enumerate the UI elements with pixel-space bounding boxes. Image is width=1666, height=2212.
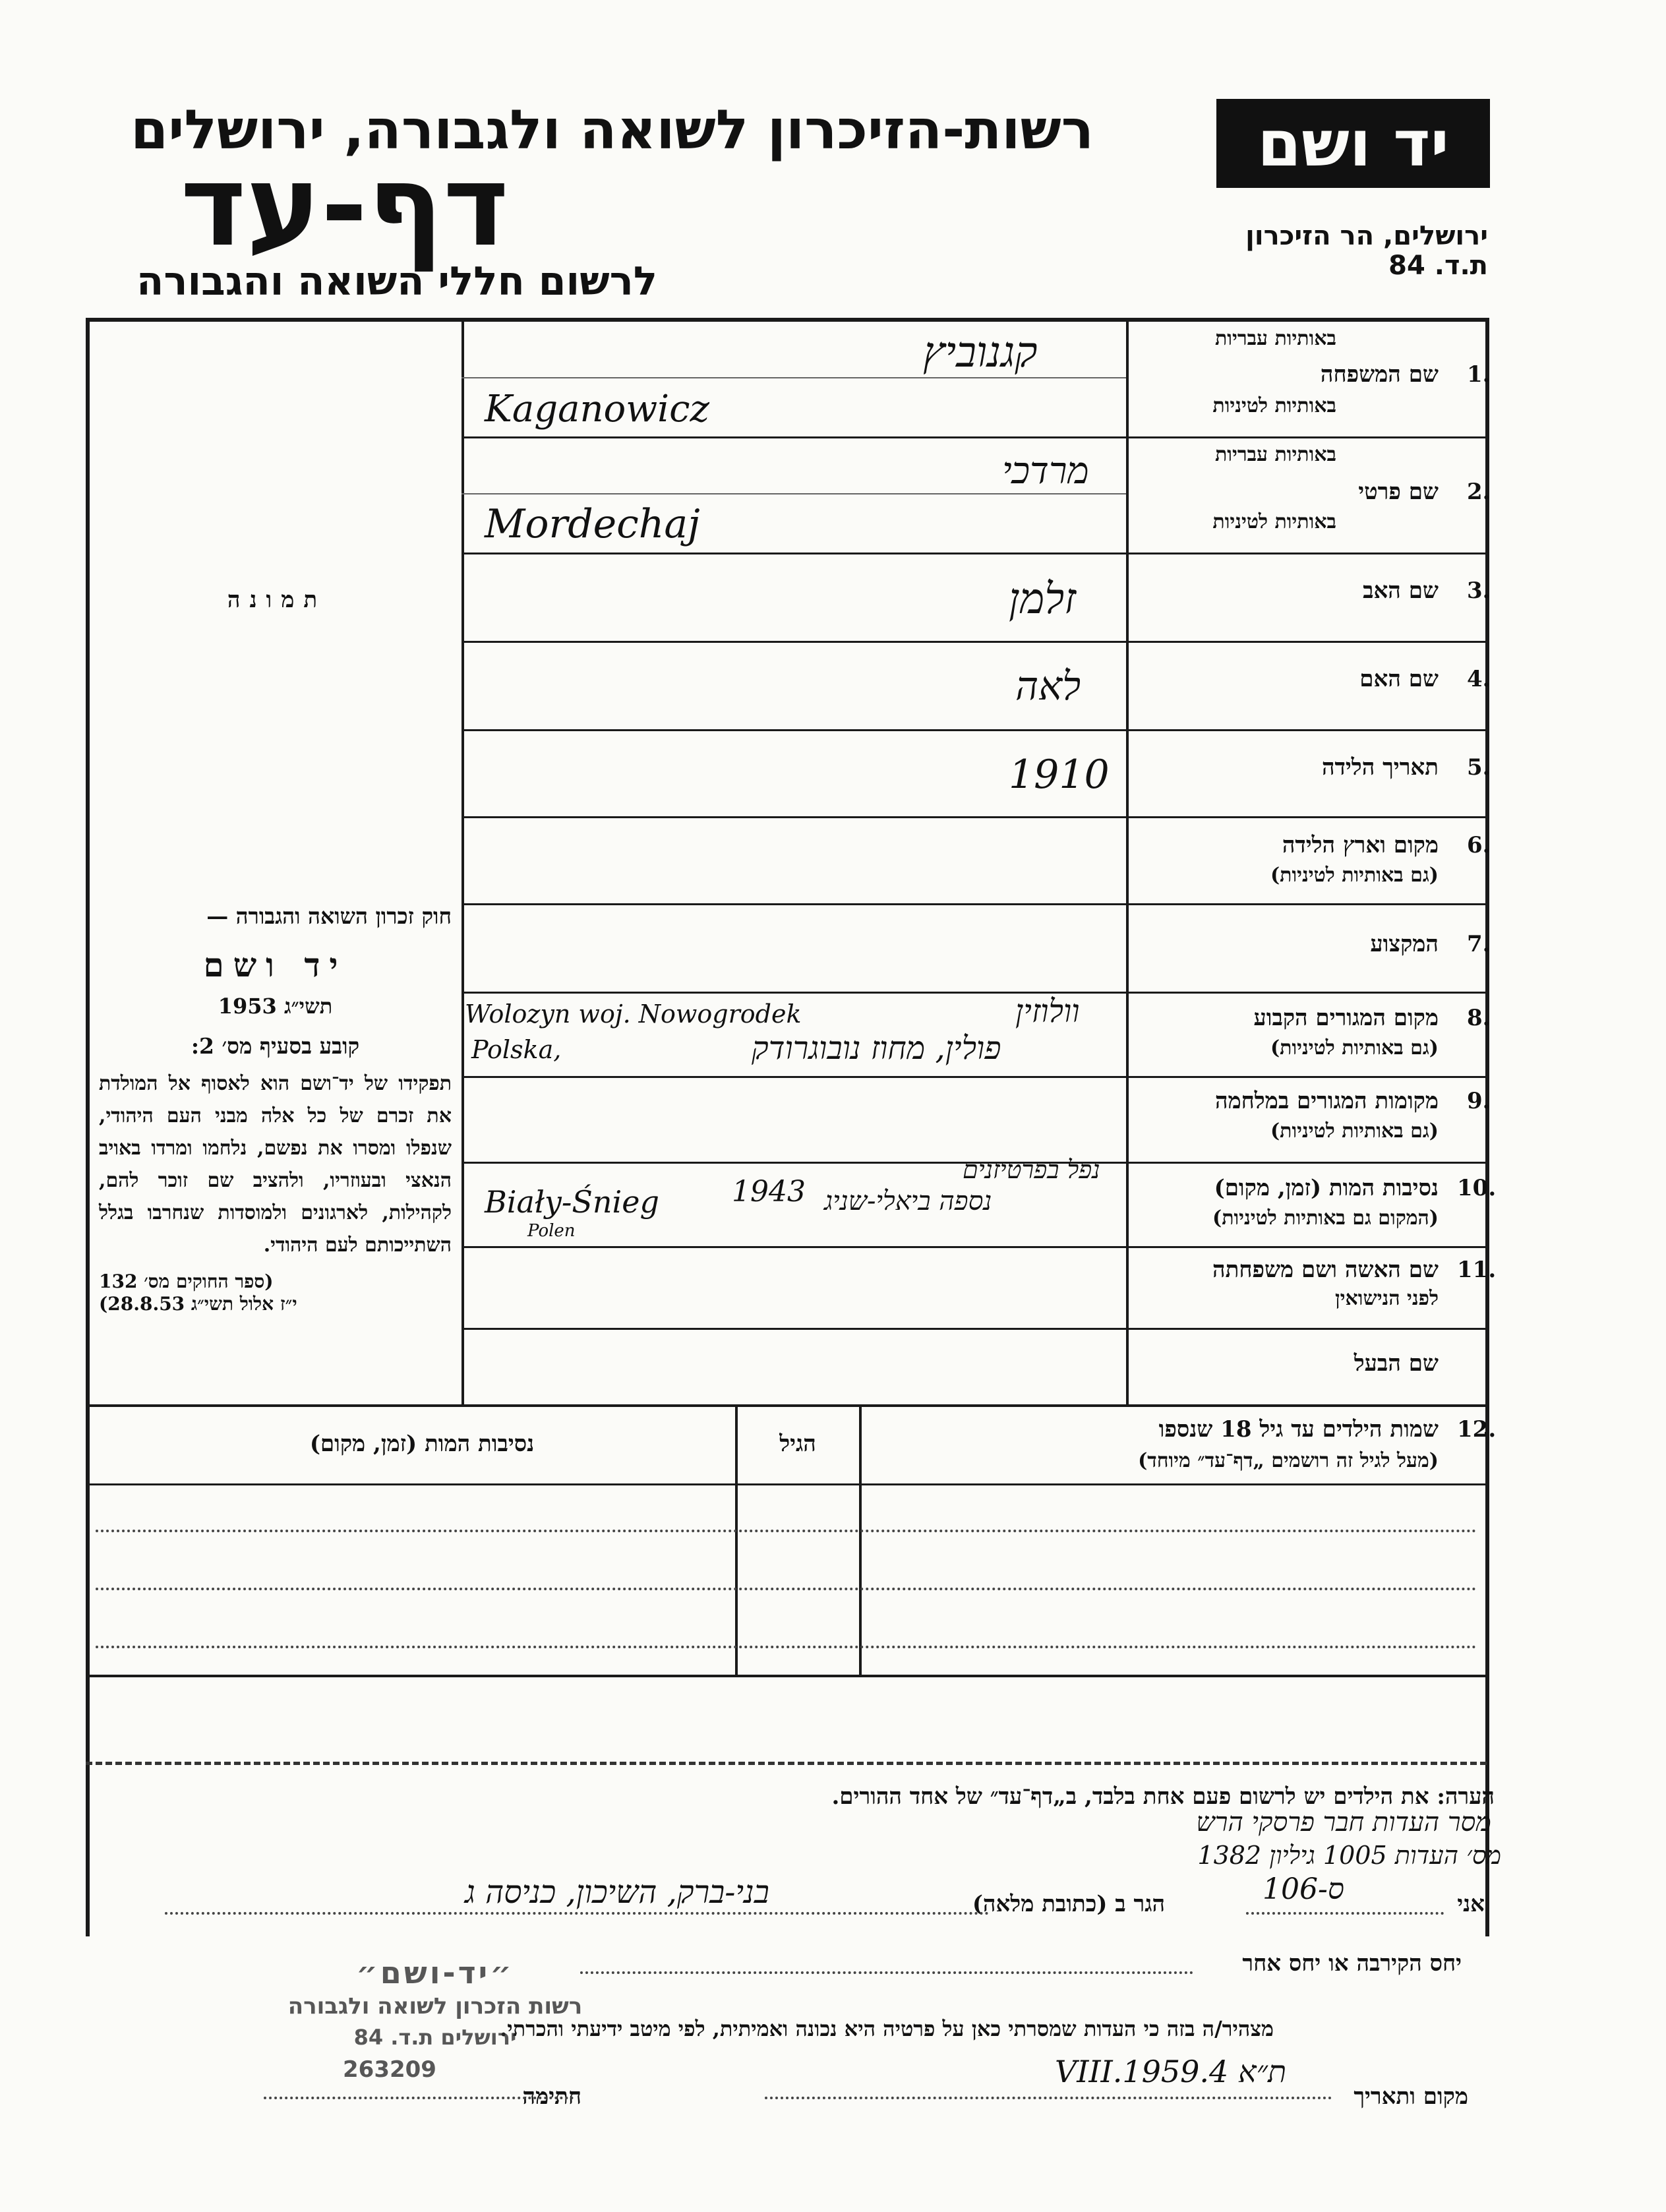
- f9-hint: (גם באותיות לטיניות): [1270, 1120, 1439, 1143]
- children-col-2: [859, 1406, 862, 1676]
- row-sep-11: [461, 1328, 1487, 1330]
- ani-line: [1246, 1912, 1444, 1915]
- row-sep-1: [461, 436, 1487, 438]
- law-name: יד ושם: [203, 945, 347, 984]
- address-line-2: ת.ד. 84: [1388, 251, 1488, 281]
- children-row-1: [96, 1530, 1477, 1532]
- f1-num: 1.: [1467, 361, 1491, 388]
- f11-sub: לפני הנישואין: [1335, 1287, 1439, 1310]
- form-title: דף-עד: [180, 141, 509, 272]
- row-sep-10: [461, 1246, 1487, 1248]
- f1-value-heb[interactable]: קגנוביץ: [923, 328, 1038, 377]
- witness-hand-line-2[interactable]: מס׳ העדות 1005 גיליון 1382: [1197, 1841, 1501, 1870]
- law-clause: קובע בסעיף מס׳ 2:: [191, 1033, 360, 1059]
- law-ref-1: (ספר החוקים מס׳ 132: [99, 1270, 274, 1292]
- law-body: תפקידו של יד־ושם הוא לאסוף אל המולדת את זכרם של כל אלה מבני העם היהודי, שנפלו ומסרו את נפשם, נלחמו ומרדו באויב הנאצי ובעוזריו, ולהציב שם זוכר להם, לקהילות, לארגונים ולמוסדות שנחרבו בגלל השתייכותם לעם היהודי.: [99, 1072, 452, 1257]
- logo-text: יד ושם: [1257, 106, 1449, 181]
- f2-value-lat[interactable]: Mordechaj: [485, 501, 700, 547]
- law-ref-2: י״ז אלול תשי״ג 28.8.53): [99, 1293, 297, 1315]
- stamp: [251, 1955, 620, 2083]
- stamp-line-2: רשות הזכרון לשואה ולגבורה: [287, 1993, 583, 2019]
- row-sep-8: [461, 1076, 1487, 1078]
- f5-label: תאריך הלידה: [1321, 754, 1439, 781]
- f1-value-lat[interactable]: Kaganowicz: [485, 388, 709, 431]
- note-frame: [86, 1762, 1487, 1765]
- relation-label: יחס הקירבה או יחס אחר: [1242, 1950, 1462, 1977]
- declaration: מצהיר/ה בזה כי העדות שמסרתי כאן על פרטיה היא נכונה ואמיתית, לפי מיטב ידיעתי והכרתי.: [500, 2016, 1274, 2041]
- f10-value-lat-2[interactable]: Polen: [527, 1221, 576, 1241]
- f2-label: שם פרטי: [1358, 479, 1439, 505]
- place-date-value[interactable]: ת״א 4.VIII.1959: [1055, 2054, 1287, 2089]
- f9-num: 9.: [1467, 1088, 1491, 1114]
- authority-title: רשות-הזיכרון לשואה ולגבורה, ירושלים: [131, 99, 1094, 162]
- place-date-line: [765, 2097, 1332, 2099]
- f10-value-heb-1[interactable]: נפל בפרטיזנים: [963, 1155, 1100, 1184]
- f11-num: 11.: [1457, 1257, 1497, 1283]
- f10-value-heb-2[interactable]: נספה ביאלי-שניג: [824, 1186, 992, 1216]
- row-sep-6: [461, 903, 1487, 905]
- f5-num: 5.: [1467, 754, 1491, 781]
- f6-label: מקום וארץ הלידה: [1282, 832, 1439, 858]
- children-col-death: נסיבות המות (זמן, מקום): [309, 1431, 535, 1457]
- f10-value-lat-1[interactable]: Biały-Śnieg: [485, 1184, 659, 1220]
- children-row-2: [96, 1588, 1477, 1590]
- children-row-3: [96, 1646, 1477, 1648]
- row-sep-7: [461, 992, 1487, 994]
- children-num: 12.: [1457, 1416, 1497, 1443]
- f2-lat-hint: באותיות לטיניות: [1212, 510, 1336, 533]
- children-col-1: [735, 1406, 738, 1676]
- address-line: [165, 1912, 989, 1915]
- law-year: תשי״ג 1953: [218, 994, 333, 1019]
- law-title: חוק זכרון השואה והגבורה —: [206, 903, 452, 929]
- f4-value[interactable]: לאה: [1015, 663, 1081, 709]
- grid-bottom: [86, 1404, 1487, 1407]
- f5-value[interactable]: 1910: [1009, 752, 1110, 798]
- address-line-1: ירושלים, הר הזיכרון: [1245, 221, 1488, 251]
- f10-label: נסיבות המות (זמן, מקום): [1214, 1175, 1439, 1201]
- children-col-age: הגיל: [779, 1431, 816, 1457]
- frame-right: [1485, 318, 1489, 1936]
- row-sep-3: [461, 641, 1487, 643]
- f1-label: שם המשפחה: [1320, 361, 1439, 388]
- frame-top: [86, 318, 1487, 322]
- f10-value-year[interactable]: 1943: [732, 1175, 806, 1209]
- form-subtitle: לרשום חללי השואה והגבורה: [136, 258, 657, 305]
- f9-label: מקומות המגורים במלחמה: [1214, 1088, 1439, 1114]
- f8-num: 8.: [1467, 1005, 1491, 1031]
- f8-value-lat-1[interactable]: Wolozyn woj. Nowogrodek: [465, 1000, 802, 1029]
- photo-label: תמונה: [227, 587, 327, 613]
- f7-num: 7.: [1467, 931, 1491, 957]
- f11-husband-label: שם הבעל: [1354, 1350, 1439, 1377]
- f2-value-heb[interactable]: מרדכי: [1002, 450, 1089, 493]
- ani-value[interactable]: ס-106: [1263, 1872, 1344, 1906]
- row-sep-4: [461, 729, 1487, 731]
- ani-label: אני: [1457, 1891, 1485, 1917]
- f1-heb-hint: באותיות עבריות: [1215, 327, 1336, 350]
- f8-hint: (גם באותיות לטיניות): [1270, 1036, 1439, 1060]
- f8-value-lat-2[interactable]: Polska,: [471, 1035, 562, 1064]
- f8-label: מקום המגורים הקבוע: [1253, 1005, 1439, 1031]
- witness-hand-line-1[interactable]: מסר העדות חבר פרסקי הרש: [1196, 1807, 1491, 1838]
- relation-line: [580, 1971, 1193, 1974]
- row-sep-2: [461, 553, 1487, 554]
- stamp-line-1: ״יד-ושם״: [356, 1955, 514, 1990]
- f4-label: שם האם: [1359, 666, 1439, 692]
- f2-heb-hint: באותיות עבריות: [1215, 443, 1336, 466]
- row2-subsep: [461, 493, 1126, 494]
- address-value[interactable]: בני-ברק, השיכון, כניסה ג: [465, 1874, 769, 1911]
- signature-line: [264, 2097, 574, 2099]
- f3-num: 3.: [1467, 578, 1491, 604]
- children-label: שמות הילדים עד גיל 18 שנספו: [1158, 1416, 1439, 1443]
- f2-num: 2.: [1467, 479, 1491, 505]
- f3-value[interactable]: זלמן: [1009, 575, 1077, 624]
- row1-subsep: [461, 377, 1126, 378]
- stamp-line-4: 263209: [343, 2056, 436, 2083]
- f6-hint: (גם באותיות לטיניות): [1270, 864, 1439, 887]
- f8-value-heb-2[interactable]: פולין, מחוז נובוגרודק: [752, 1030, 1001, 1067]
- f10-num: 10.: [1457, 1175, 1497, 1201]
- stamp-line-3: ירושלים ת.ד. 84: [353, 2025, 517, 2050]
- f4-num: 4.: [1467, 666, 1491, 692]
- address-label: הגר ב (כתובת מלאה): [972, 1891, 1165, 1917]
- children-sub: (מעל לגיל זה רושמים „דף־עד״ מיוחד): [1138, 1449, 1439, 1472]
- f6-num: 6.: [1467, 832, 1491, 858]
- children-bottom: [86, 1675, 1487, 1677]
- place-date-label: מקום ותאריך: [1354, 2083, 1468, 2110]
- f1-lat-hint: באותיות לטיניות: [1212, 394, 1336, 417]
- row-sep-5: [461, 816, 1487, 818]
- f8-value-heb-1[interactable]: וולוזין: [1015, 993, 1080, 1030]
- f7-label: המקצוע: [1370, 931, 1439, 957]
- law-block: [99, 903, 452, 1315]
- label-divider: [1126, 318, 1129, 1406]
- children-header-sep: [86, 1483, 1487, 1485]
- f11-label: שם האשה ושם משפחתה: [1212, 1257, 1439, 1283]
- f10-hint: (המקום גם באותיות לטיניות): [1212, 1207, 1439, 1230]
- f3-label: שם האב: [1363, 578, 1439, 604]
- yad-vashem-logo: [1216, 99, 1490, 188]
- signature-label: חתימה: [522, 2083, 581, 2110]
- frame-left: [86, 318, 90, 1936]
- note-text: הערה: את הילדים יש לרשום פעם אחת בלבד, ב„דף־עד״ של אחד ההורים.: [831, 1783, 1495, 1810]
- photo-divider: [461, 318, 464, 1406]
